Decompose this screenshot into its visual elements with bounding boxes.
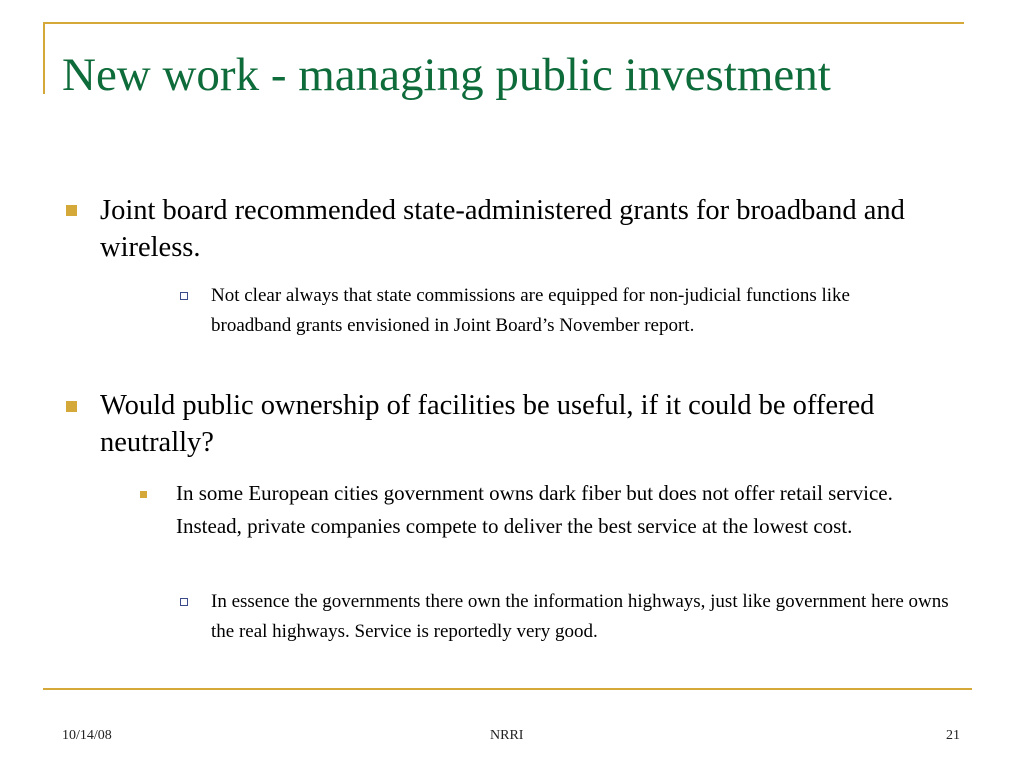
small-square-bullet-icon xyxy=(140,491,147,498)
square-bullet-icon xyxy=(66,401,77,412)
footer-date: 10/14/08 xyxy=(62,728,112,743)
hollow-box-bullet-icon xyxy=(180,292,188,300)
bullet-2-1-text: In some European cities government owns dark fiber but does not offer retail service. Instead, private companies compete to deliver the best service at the lowest cost. xyxy=(176,481,893,538)
bullet-1-text: Joint board recommended state-administered grants for broadband and wireless. xyxy=(100,195,905,263)
slide-title: New work - managing public investment xyxy=(62,49,831,101)
hollow-box-bullet-icon xyxy=(180,598,188,606)
bullet-2-text: Would public ownership of facilities be useful, if it could be offered neutrally? xyxy=(100,390,875,458)
frame-top-line xyxy=(43,22,964,24)
footer-divider xyxy=(43,688,972,690)
footer-organization: NRRI xyxy=(490,728,524,743)
frame-left-line xyxy=(43,22,45,94)
footer-page-number: 21 xyxy=(946,728,960,743)
bullet-2-1-1-text: In essence the governments there own the information highways, just like government here owns the real highways. Service is reportedly very good. xyxy=(211,591,949,642)
square-bullet-icon xyxy=(66,205,77,216)
bullet-1-1-text: Not clear always that state commissions are equipped for non-judicial functions like broadband grants envisioned in Joint Board’s November report. xyxy=(211,285,850,336)
